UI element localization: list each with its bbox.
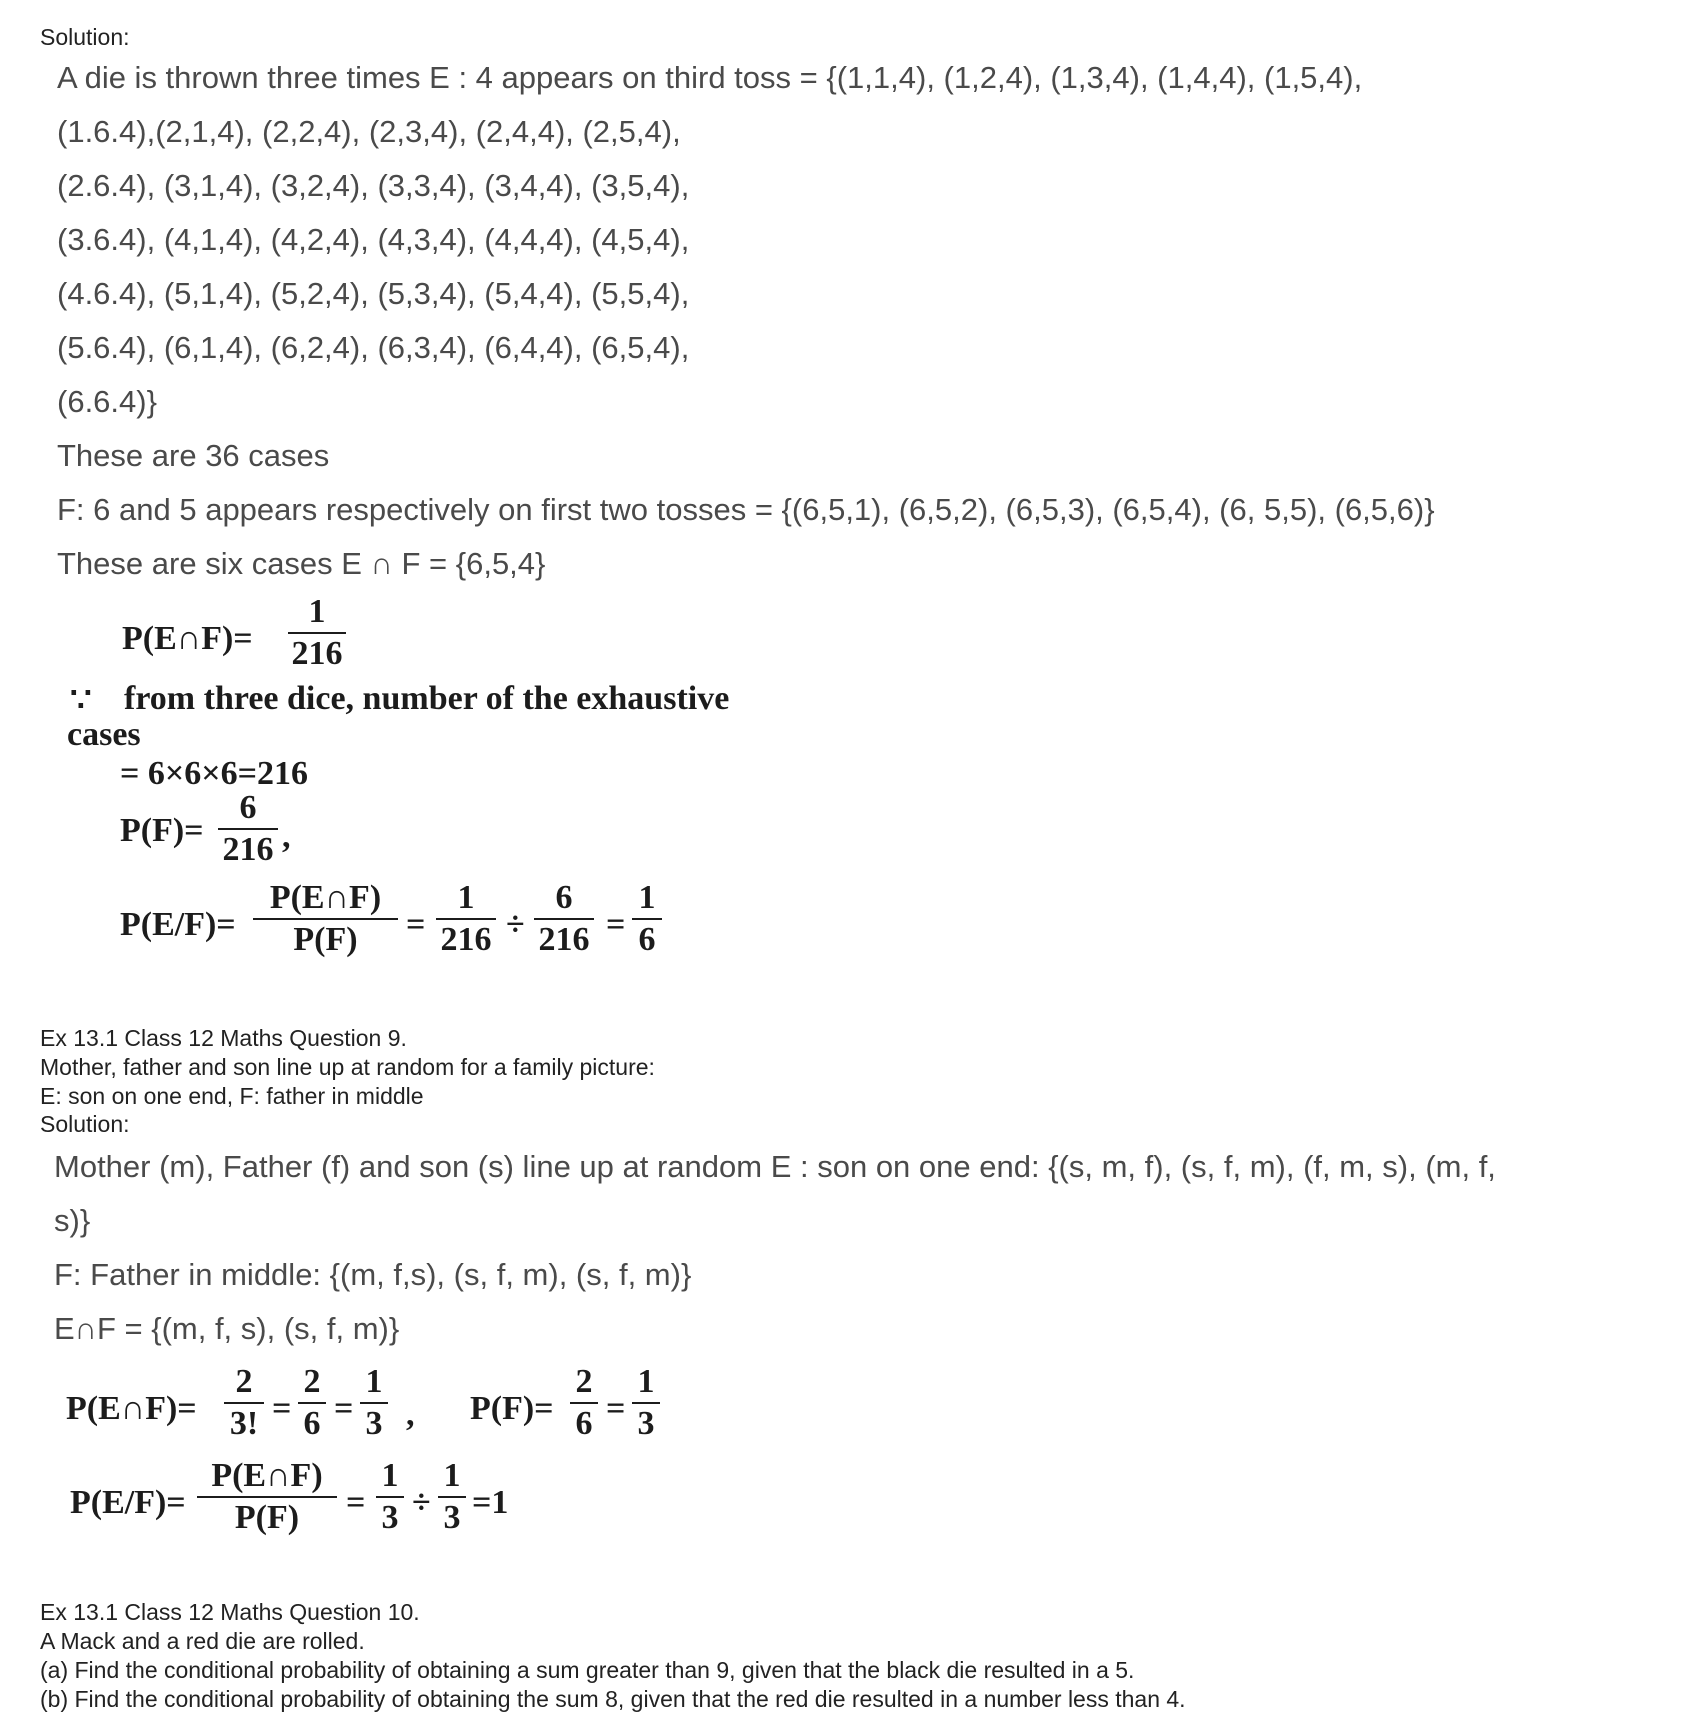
numerator: P(E∩F) (211, 1457, 323, 1494)
denominator: P(F) (293, 921, 358, 958)
fraction (218, 790, 278, 868)
pef-label: P(E∩F)= (66, 1390, 197, 1427)
denominator: 6 (303, 1405, 321, 1442)
denominator: 216 (440, 921, 492, 958)
question-text: Mother, father and son line up at random for a family picture: (40, 1054, 655, 1080)
numerator: 2 (235, 1363, 253, 1400)
denominator: 3 (365, 1405, 383, 1442)
solution-line: (6.6.4)} (57, 384, 157, 419)
numerator: 1 (365, 1363, 383, 1400)
solution-line: F: Father in middle: {(m, f,s), (s, f, m), (s, f, m)} (54, 1257, 692, 1292)
solution-line: (3.6.4), (4,1,4), (4,2,4), (4,3,4), (4,4,4), (4,5,4), (57, 222, 690, 257)
solution-line: (2.6.4), (3,1,4), (3,2,4), (3,3,4), (3,4,4), (3,5,4), (57, 168, 690, 203)
denominator: 3 (637, 1405, 655, 1442)
result-value: =1 (472, 1484, 509, 1521)
conditional-label: P(E/F)= (120, 906, 236, 943)
question-heading: Ex 13.1 Class 12 Maths Question 10. (40, 1599, 420, 1625)
numerator: 1 (381, 1457, 399, 1494)
fraction-bar (436, 918, 496, 920)
question-events: E: son on one end, F: father in middle (40, 1083, 424, 1109)
q9-solution-text (54, 1140, 1496, 1356)
solution-line: Mother (m), Father (f) and son (s) line up at random E : son on one end: {(s, m, f), (s, f, m), (f, m, s), (m, f, (54, 1149, 1496, 1184)
equals-sign: = (606, 1390, 626, 1427)
numerator: 2 (575, 1363, 593, 1400)
question-part-b: (b) Find the conditional probability of obtaining the sum 8, given that the red die resulted in a number less than 4. (40, 1686, 1186, 1712)
fraction (253, 880, 398, 958)
question-part-a: (a) Find the conditional probability of obtaining a sum greater than 9, given that the black die resulted in a 5. (40, 1657, 1135, 1683)
cases-text: cases (67, 716, 141, 753)
fraction-bar (288, 632, 346, 634)
solution-line: s)} (54, 1203, 91, 1238)
solution-line: E∩F = {(m, f, s), (s, f, m)} (54, 1311, 400, 1346)
equals-sign: = (272, 1390, 292, 1427)
fraction-bar (632, 1402, 660, 1404)
exhaustive-text: from three dice, number of the exhaustive (124, 680, 730, 717)
numerator: 6 (555, 879, 573, 916)
solution-line: (5.6.4), (6,1,4), (6,2,4), (6,3,4), (6,4,4), (6,5,4), (57, 330, 690, 365)
numerator: 6 (239, 789, 257, 826)
denominator: 6 (575, 1405, 593, 1442)
solution-label: Solution: (40, 1111, 130, 1137)
question-heading: Ex 13.1 Class 12 Maths Question 9. (40, 1025, 407, 1051)
fraction-bar (218, 828, 278, 830)
denominator: 216 (291, 635, 343, 672)
fraction (436, 880, 496, 958)
divide-sign: ÷ (412, 1484, 431, 1521)
fraction (298, 1364, 326, 1442)
fraction-bar (570, 1402, 598, 1404)
fraction (288, 594, 346, 672)
solution-line: F: 6 and 5 appears respectively on first two tosses = {(6,5,1), (6,5,2), (6,5,3), (6,5,4), (6, 5,5), (6,5,6)} (57, 492, 1435, 527)
denominator: P(F) (234, 1499, 300, 1536)
equals-sign: = (334, 1390, 354, 1427)
pef-label: P(E∩F)= (122, 620, 253, 657)
denominator: 3! (229, 1405, 259, 1442)
fraction (438, 1458, 466, 1536)
numerator: 2 (303, 1363, 321, 1400)
denominator: 3 (381, 1499, 399, 1536)
fraction (632, 1364, 660, 1442)
numerator: 1 (457, 879, 475, 916)
fraction (224, 1364, 264, 1442)
equals-sign: = (406, 906, 426, 943)
conditional-label: P(E/F)= (70, 1484, 186, 1521)
solution-line: These are 36 cases (57, 438, 330, 473)
fraction-bar (253, 918, 398, 920)
fraction (534, 880, 594, 958)
numerator: P(E∩F) (269, 879, 382, 916)
total-cases: = 6×6×6=216 (120, 755, 308, 792)
fraction-bar (224, 1402, 264, 1404)
comma: , (282, 818, 291, 855)
numerator: 1 (443, 1457, 461, 1494)
fraction-bar (438, 1496, 466, 1498)
numerator: 1 (638, 879, 656, 916)
solution-line: A die is thrown three times E : 4 appears on third toss = {(1,1,4), (1,2,4), (1,3,4), (1,4,4), (1,5,4), (57, 60, 1363, 95)
fraction (376, 1458, 404, 1536)
question-text: A Mack and a red die are rolled. (40, 1628, 365, 1654)
fraction-bar (534, 918, 594, 920)
fraction-bar (360, 1402, 388, 1404)
fraction (632, 880, 662, 958)
pf-label: P(F)= (120, 812, 204, 849)
solution-line: (1.6.4),(2,1,4), (2,2,4), (2,3,4), (2,4,4), (2,5,4), (57, 114, 681, 149)
denominator: 3 (443, 1499, 461, 1536)
equals-sign: = (346, 1484, 366, 1521)
denominator: 216 (222, 831, 274, 868)
fraction-bar (632, 918, 662, 920)
fraction (360, 1364, 388, 1442)
numerator: 1 (308, 593, 326, 630)
q8-solution-text (57, 51, 1435, 591)
fraction-bar (197, 1496, 337, 1498)
solution-line: (4.6.4), (5,1,4), (5,2,4), (5,3,4), (5,4,4), (5,5,4), (57, 276, 690, 311)
denominator: 6 (638, 921, 656, 958)
solution-line: These are six cases E ∩ F = {6,5,4} (57, 546, 546, 581)
numerator: 1 (637, 1363, 655, 1400)
fraction-bar (298, 1402, 326, 1404)
pf-label: P(F)= (470, 1390, 554, 1427)
denominator: 216 (538, 921, 590, 958)
fraction-bar (376, 1496, 404, 1498)
comma: , (406, 1396, 415, 1433)
fraction (570, 1364, 598, 1442)
fraction (197, 1458, 337, 1536)
solution-label: Solution: (40, 24, 130, 50)
because-symbol: ∵ (70, 682, 92, 719)
equals-sign: = (606, 906, 626, 943)
divide-sign: ÷ (506, 906, 525, 943)
